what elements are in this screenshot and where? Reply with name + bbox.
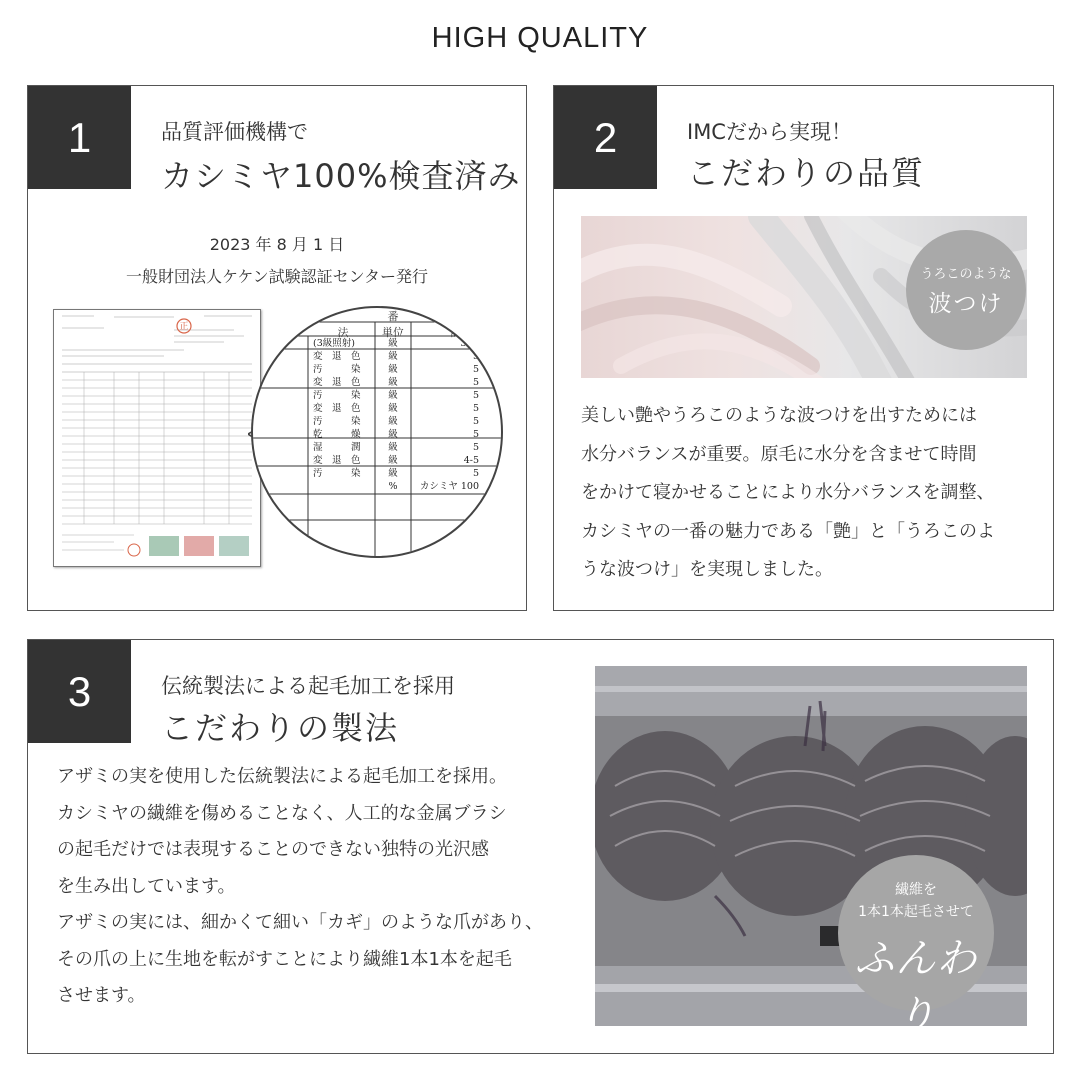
card-heading: こだわりの品質	[687, 154, 926, 192]
cert-row: (3級照射) 級 3 以	[313, 338, 479, 349]
cert-row: % カシミヤ 100	[388, 481, 479, 492]
card-number-badge: 1	[28, 86, 131, 189]
page-title: HIGH QUALITY	[431, 22, 649, 54]
card-heading: カシミヤ100%検査済み	[161, 157, 521, 195]
card-subtitle: IMCだから実現！	[687, 120, 852, 144]
cert-row: 変 退 色 級 4-5	[313, 455, 479, 466]
cert-col-result: 試	[450, 326, 462, 339]
card-number-badge: 2	[554, 86, 657, 189]
card-number-badge: 3	[28, 640, 131, 743]
cert-col-unit: 単位	[382, 326, 404, 339]
wave-finish-badge: うろこのような 波つけ	[906, 230, 1026, 350]
cert-row: 汚 染 級 5	[313, 364, 479, 375]
fluffy-raising-badge: 繊維を 1本1本起毛させて ふんわり	[838, 855, 994, 1011]
feature-card-1	[27, 85, 527, 611]
certificate-document-image	[53, 309, 261, 567]
cert-row: 汚 染 級 5	[313, 468, 479, 479]
cert-row: 変 退 色 級 5	[313, 351, 479, 362]
card-heading: こだわりの製法	[161, 709, 400, 747]
cert-row: 変 退 色 級 5	[313, 403, 479, 414]
cert-row: 変 退 色 級 5	[313, 377, 479, 388]
cert-header-label: 番	[387, 310, 399, 323]
feature-card-2	[553, 85, 1054, 611]
issuer-text: 一般財団法人ケケン試験認証センター発行	[126, 267, 428, 286]
card-body-text: アザミの実を使用した伝統製法による起毛加工を採用。 カシミヤの繊維を傷めることなく、人工的な金属ブラシ の起毛だけでは表現することのできない独特の光沢感 を生み出しています。 アザミの実には、細かくて細い「カギ」のような爪があり、 その爪の上に生地を転がすことにより繊維1本1本を起毛 させます。	[57, 766, 543, 1006]
cert-row: 汚 染 級 5	[313, 390, 479, 401]
cert-row: 乾 燥 級 5	[313, 429, 479, 440]
cert-rows	[253, 337, 501, 493]
cert-row: 湿 潤 級 5	[313, 442, 479, 453]
cert-row: 汚 染 級 5	[313, 416, 479, 427]
cashmere-fabric-image	[581, 216, 1027, 378]
card-body-text: 美しい艶やうろこのような波つけを出すためには 水分バランスが重要。原毛に水分を含ませて時間 をかけて寝かせることにより水分バランスを調整、 カシミヤの一番の魅力である「艶」と「うろこのよ うな波つけ」を実現しました。	[581, 405, 995, 580]
certificate-stamp: 正	[179, 322, 189, 332]
issue-date: 2023 年 8 月 1 日	[209, 235, 345, 254]
certificate-magnified-view	[251, 306, 503, 558]
card-subtitle: 品質評価機構で	[161, 120, 308, 144]
cert-col-method: 法	[337, 326, 349, 339]
card-subtitle: 伝統製法による起毛加工を採用	[161, 674, 455, 698]
